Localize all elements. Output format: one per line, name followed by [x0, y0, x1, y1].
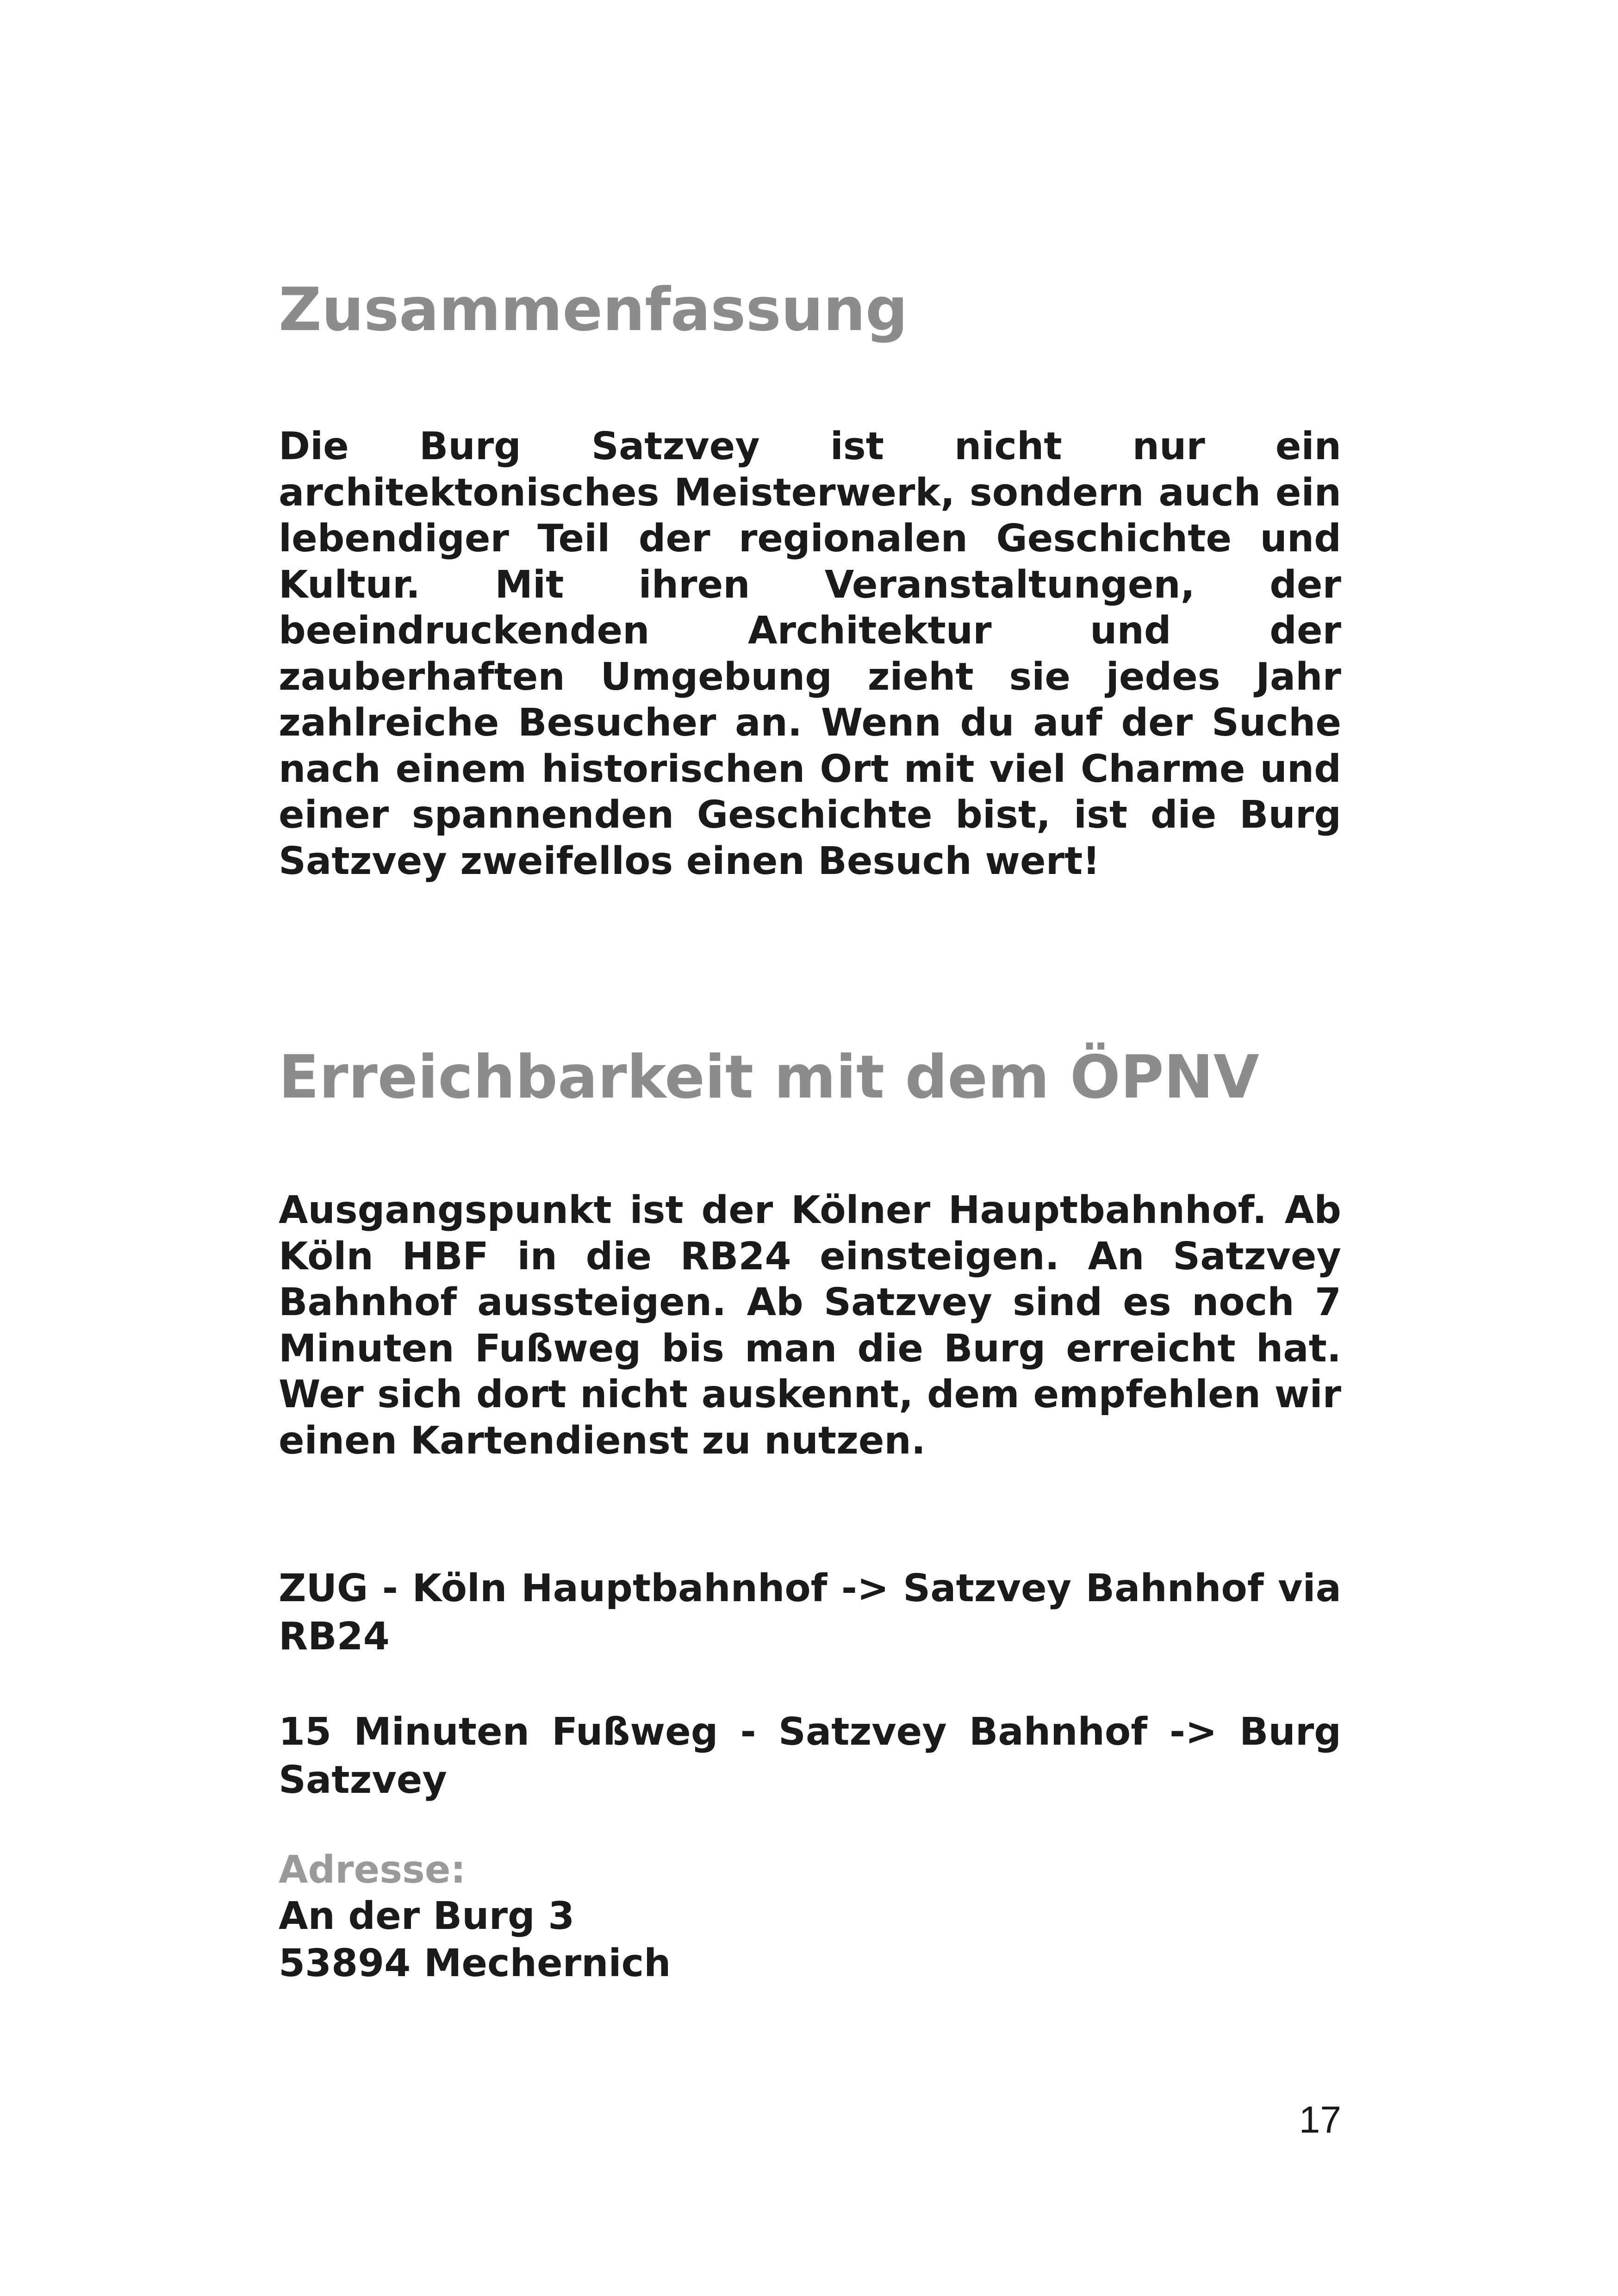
- route-train: ZUG - Köln Hauptbahnhof -> Satzvey Bahnhof via RB24: [279, 1566, 1341, 1659]
- transit-heading: Erreichbarkeit mit dem ÖPNV: [279, 1043, 1259, 1112]
- route-walk: 15 Minuten Fußweg - Satzvey Bahnhof -> Burg Satzvey: [279, 1710, 1341, 1802]
- address-city: 53894 Mechernich: [279, 1941, 671, 1985]
- summary-heading: Zusammenfassung: [279, 275, 908, 344]
- page-number: 17: [1299, 2099, 1341, 2141]
- address-label: Adresse:: [279, 1848, 466, 1892]
- transit-paragraph: Ausgangspunkt ist der Kölner Hauptbahnhof. Ab Köln HBF in die RB24 einsteigen. An Satzvey Bahnhof aussteigen. Ab Satzvey sind es noch 7 Minuten Fußweg bis man die Burg erreicht hat. Wer sich dort nicht auskennt, dem empfehlen wir einen Kartendienst zu nutzen.: [279, 1188, 1341, 1463]
- summary-paragraph: Die Burg Satzvey ist nicht nur ein architektonisches Meisterwerk, sondern auch ein lebendiger Teil der regionalen Geschichte und Kultur. Mit ihren Veranstaltungen, der beeindruckenden Architektur und der zauberhaften Umgebung zieht sie jedes Jahr zahlreiche Besucher an. Wenn du auf der Suche nach einem historischen Ort mit viel Charme und einer spannenden Geschichte bist, ist die Burg Satzvey zweifellos einen Besuch wert!: [279, 424, 1341, 883]
- address-street: An der Burg 3: [279, 1894, 575, 1938]
